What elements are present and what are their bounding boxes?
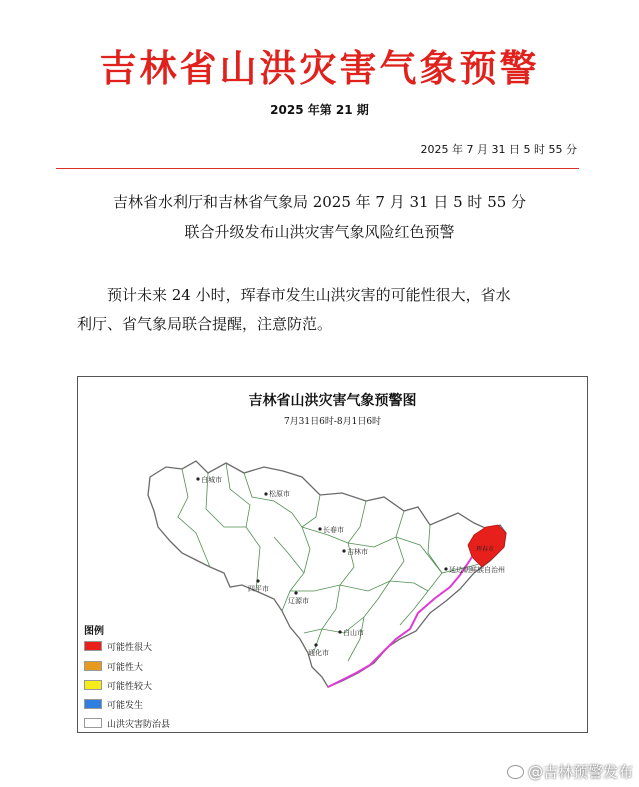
legend-item-likely	[84, 660, 143, 672]
weibo-watermark	[507, 761, 633, 782]
legend-swatch-blue	[84, 699, 102, 709]
province-map	[78, 377, 587, 732]
document-title: 吉林省山洪灾害气象预警	[99, 46, 540, 90]
watermark-text: @吉林预警发布	[527, 763, 633, 781]
legend-item-prevention-county	[84, 717, 170, 729]
map-label-yanbian: 延边朝鲜族自治州	[449, 566, 505, 574]
legend-label: 山洪灾害防治县	[107, 719, 171, 730]
map-label-baicheng: 白城市	[201, 476, 222, 484]
map-label-liaoyuan: 辽源市	[288, 597, 309, 605]
legend-label: 可能发生	[107, 700, 144, 711]
legend-label: 可能性较大	[107, 681, 153, 692]
legend-item-very-likely	[84, 640, 152, 652]
map-label-siping: 四平市	[248, 585, 269, 593]
legend-item-fairly-likely	[84, 679, 152, 691]
map-subtitle: 7月31日6时-8月1日6时	[283, 417, 382, 427]
legend-item-possible	[84, 698, 143, 710]
issue-date: 2025 年 7 月 31 日 5 时 55 分	[420, 143, 577, 156]
map-label-songyuan: 松原市	[269, 490, 290, 498]
legend-swatch-red	[84, 641, 102, 651]
map-label-jilin: 吉林市	[347, 548, 368, 556]
weibo-icon	[507, 765, 524, 779]
body-paragraph-line-2: 利厅、省气象局联合提醒，注意防范。	[77, 315, 333, 333]
map-label-tonghua: 通化市	[308, 649, 329, 657]
map-label-baishan: 白山市	[343, 629, 364, 637]
map-label-hunchun: 珲春市	[476, 546, 495, 553]
map-label-changchun: 长春市	[323, 526, 344, 534]
warning-map	[77, 376, 588, 733]
map-title: 吉林省山洪灾害气象预警图	[248, 393, 417, 409]
legend-title: 图例	[84, 626, 104, 637]
legend-swatch-orange	[84, 661, 102, 671]
legend-label: 可能性很大	[107, 642, 153, 653]
issue-number: 2025 年第 21 期	[270, 103, 369, 117]
legend-label: 可能性大	[107, 662, 144, 673]
headline-line-1: 吉林省水利厅和吉林省气象局 2025 年 7 月 31 日 5 时 55 分	[112, 193, 527, 211]
title-divider	[56, 168, 579, 169]
body-paragraph-line-1: 预计未来 24 小时，珲春市发生山洪灾害的可能性很大，省水	[107, 286, 511, 304]
headline-line-2: 联合升级发布山洪灾害气象风险红色预警	[184, 223, 455, 241]
legend-swatch-white	[84, 718, 102, 728]
legend-swatch-yellow	[84, 680, 102, 690]
